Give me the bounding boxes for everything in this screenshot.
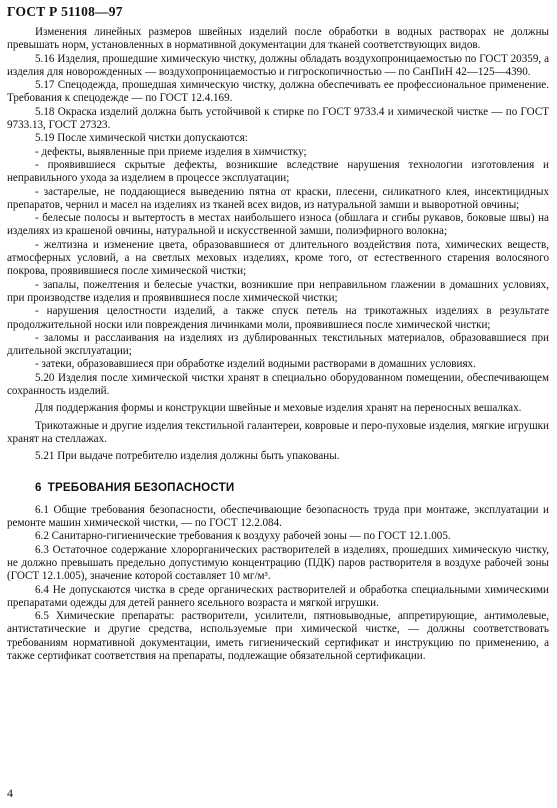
document-body (7, 26, 549, 663)
paragraph: Изменения линейных размеров швейных изделий после обработки в водных растворах не должны превышать норм, установленных в нормативной документации для тканей соответствующих видов. (7, 26, 549, 52)
list-item: - заломы и расслаивания на изделиях из дублированных текстильных материалов, образовавшиеся при длительной эксплуатации; (7, 331, 549, 358)
page-number: 4 (7, 786, 13, 800)
list-item: - дефекты, выявленные при приеме изделия в химчистку; (35, 145, 307, 158)
list-item: - запалы, пожелтения и белесые участки, возникшие при неправильном глажении в домашних условиях, при производстве изделия и проявившиеся после химической чистки; (7, 278, 549, 304)
list-item: - нарушения целостности изделий, а также спуск петель на трикотажных изделиях в результате продолжительной носки или повреждения личинками моли, проявившиеся после химической чистки; (7, 305, 549, 331)
paragraph-6-4: 6.4 Не допускаются чистка в среде органических растворителей и обработка специальными химическими препаратами одежды для детей раннего ясельного возраста и мягкой игрушки. (7, 583, 549, 609)
paragraph-5-17: 5.17 Спецодежда, прошедшая химическую чистку, должна обеспечивать ее профессиональное применение. Требования к спецодежде — по ГОСТ 12.4.169. (7, 79, 549, 105)
paragraph-5-18: 5.18 Окраска изделий должна быть устойчивой к стирке по ГОСТ 9733.4 и химической чистке — по ГОСТ 9733.13, ГОСТ 27323. (7, 105, 549, 132)
paragraph: Трикотажные и другие изделия текстильной галантереи, ковровые и перо-пуховые изделия, мягкие игрушки хранят на стеллажах. (7, 419, 549, 445)
paragraph-5-16: 5.16 Изделия, прошедшие химическую чистку, должны обладать воздухопроницаемостью по ГОСТ 20359, а изделия для новорожденных — воздухопроницаемостью и гигроскопичностью — по СанПиН 42—125—4390. (7, 52, 549, 78)
section-title: ТРЕБОВАНИЯ БЕЗОПАСНОСТИ (47, 480, 235, 494)
paragraph-5-20: 5.20 Изделия после химической чистки хранят в специально оборудованном помещении, обеспечивающем сохранность изделий. (7, 371, 549, 398)
document-header: ГОСТ Р 51108—97 (7, 4, 123, 19)
section-heading (35, 481, 549, 494)
paragraph-6-2: 6.2 Санитарно-гигиенические требования к воздуху рабочей зоны — по ГОСТ 12.1.005. (35, 530, 451, 543)
list-item: - желтизна и изменение цвета, образовавшиеся от длительного воздействия пота, химических веществ, атмосферных условий, а на светлых меховых изделиях, кроме того, от естественного старения волосяного покрова, проявившиеся после химической чистки; (7, 238, 549, 278)
paragraph-6-3: 6.3 Остаточное содержание хлорорганических растворителей в изделиях, прошедших химическую чистку, не должно превышать предельно допустимую концентрацию (ПДК) паров растворителя в воздухе рабочей зоны (ГОСТ 12.1.005), значение которой составляет 10 мг/м³. (7, 543, 549, 583)
list-item: - застарелые, не поддающиеся выведению пятна от краски, плесени, силикатного клея, инсектицидных препаратов, чернил и масел на изделиях из тканей всех видов, из натуральной замши и выворотной овчины; (7, 185, 549, 211)
paragraph: Для поддержания формы и конструкции швейные и меховые изделия хранят на переносных вешалках. (35, 402, 522, 415)
paragraph-5-19: 5.19 После химической чистки допускаются: (35, 132, 248, 145)
list-item: - затеки, образовавшиеся при обработке изделий водными растворами в домашних условиях. (35, 358, 476, 371)
list-item: - белесые полосы и вытертость в местах наибольшего износа (обшлага и сгибы рукавов, боковые швы) на изделиях из крашеной овчины, натуральной и искусственной замши, полиэфирного волокна; (7, 212, 549, 238)
paragraph-6-5: 6.5 Химические препараты: растворители, усилители, пятновыводные, аппретирующие, антимолевые, антистатические и другие средства, используемые при химической чистке, — должны соответствовать требованиям нормативной документации, иметь гигиенический сертификат и инструкцию по применению, а также сертификат соответствия на препараты, подлежащие обязательной сертификации. (7, 610, 549, 663)
section-number: 6 (35, 480, 42, 494)
paragraph-6-1: 6.1 Общие требования безопасности, обеспечивающие безопасность труда при монтаже, эксплуатации и ремонте машин химической чистки, — по ГОСТ 12.2.084. (7, 503, 549, 530)
list-item: - проявившиеся скрытые дефекты, возникшие вследствие нарушения технологии изготовления и неправильного ухода за изделием в процессе эксплуатации; (7, 158, 549, 185)
paragraph-5-21: 5.21 При выдаче потребителю изделия должны быть упакованы. (35, 450, 340, 463)
